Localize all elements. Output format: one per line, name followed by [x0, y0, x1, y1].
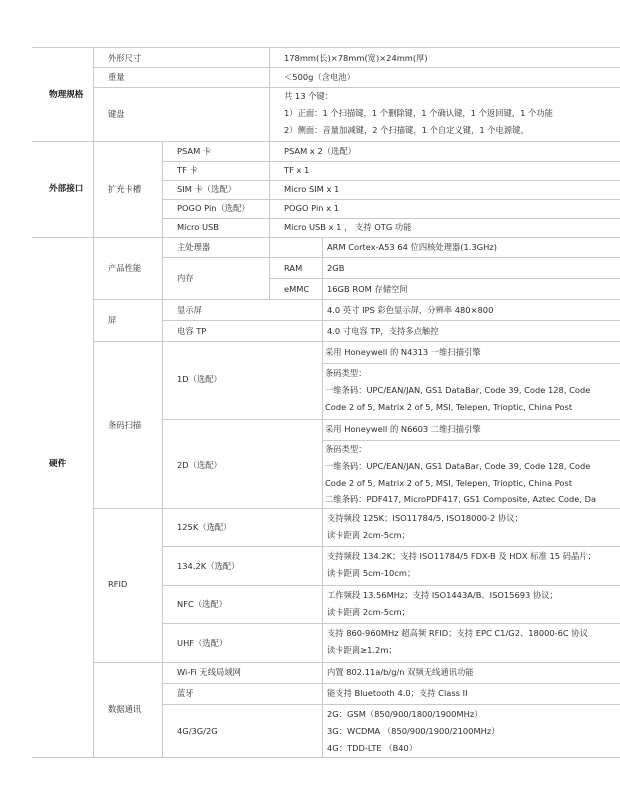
barcode-2d-line: Code 2 of 5, Matrix 2 of 5, MSI, Telepen, Trioptic, China Post: [325, 478, 573, 488]
cpu-value: ARM Cortex-A53 64 位四核处理器(1.3GHz): [327, 242, 497, 252]
emmc-label: eMMC: [284, 284, 310, 294]
ram-value: 2GB: [327, 263, 345, 273]
section-physical: 物理规格: [49, 90, 84, 100]
rfid-name: 125K（选配）: [177, 522, 232, 532]
screen-label: 屏: [108, 315, 117, 325]
keyboard-line: 1）正面：1 个扫描键，1 个删除键，1 个确认键，1 个返回键，1 个功能: [284, 108, 553, 118]
rfid-name: 134.2K（选配）: [177, 561, 240, 571]
rfid-line: 工作频段 13.56MHz；支持 ISO1443A/B、ISO15693 协议；: [327, 590, 558, 600]
display-label: 显示屏: [177, 305, 202, 315]
rfid-line: 支持 860-960MHz 超高频 RFID；支持 EPC C1/G2、18000-6C 协议: [327, 628, 588, 638]
touch-value: 4.0 寸电容 TP，支持多点触控: [327, 326, 439, 336]
cell-line: 2G：GSM（850/900/1800/1900MHz）: [327, 709, 483, 719]
rfid-name: UHF（选配）: [177, 638, 228, 648]
comm-label: 数据通讯: [108, 704, 142, 714]
barcode-2d-line: 条码类型：: [325, 444, 367, 454]
ram-label: RAM: [284, 263, 303, 273]
keyboard-line: 2）侧面：音量加减键，2 个扫描键，1 个自定义键，1 个电源键。: [284, 125, 529, 135]
slot-label: 扩充卡槽: [108, 184, 142, 194]
barcode-2d-label: 2D（选配）: [177, 460, 222, 470]
barcode-1d-line: Code 2 of 5, Matrix 2 of 5, MSI, Telepen, Trioptic, China Post: [325, 402, 573, 412]
interface-value: TF x 1: [284, 165, 310, 175]
bt-label: 蓝牙: [177, 688, 194, 698]
interface-value: PSAM x 2（选配）: [284, 146, 356, 156]
cell-line: 4G：TDD-LTE （B40）: [327, 743, 418, 753]
display-value: 4.0 英寸 IPS 彩色显示屏，分辨率 480×800: [327, 305, 494, 315]
barcode-1d-line: 一维条码：UPC/EAN/JAN, GS1 DataBar, Code 39, Code 128, Code: [325, 385, 591, 395]
rfid-line: 读卡距离 5cm-10cm；: [327, 568, 416, 578]
barcode-2d-line: 一维条码：UPC/EAN/JAN, GS1 DataBar, Code 39, Code 128, Code: [325, 461, 591, 471]
cell-label: 4G/3G/2G: [177, 726, 218, 736]
cpu-label: 主处理器: [177, 242, 211, 252]
memory-label: 内存: [177, 273, 194, 283]
wifi-label: Wi-Fi 无线局域网: [177, 667, 241, 677]
barcode-1d-engine: 采用 Honeywell 的 N4313 一维扫描引擎: [325, 347, 481, 357]
barcode-2d-line: 二维条码：PDF417, MicroPDF417, GS1 Composite, Aztec Code, Da: [325, 494, 597, 504]
keyboard-label: 键盘: [108, 109, 125, 119]
keyboard-line: 共 13 个键：: [284, 91, 334, 101]
emmc-value: 16GB ROM 存储空间: [327, 284, 408, 294]
performance-label: 产品性能: [108, 263, 142, 273]
section-hardware: 硬件: [49, 459, 67, 469]
barcode-label: 条码扫描: [108, 420, 142, 430]
interface-value: Micro SIM x 1: [284, 184, 340, 194]
rfid-name: NFC（选配）: [177, 599, 227, 609]
cell-line: 3G：WCDMA （850/900/1900/2100MHz）: [327, 726, 500, 736]
interface-name: SIM 卡（选配）: [177, 184, 236, 194]
rfid-line: 支持频段 134.2K；支持 ISO11784/5 FDX-B 及 HDX 标准 15 码晶片；: [327, 551, 596, 561]
interface-name: TF 卡: [177, 165, 198, 175]
wifi-value: 内置 802.11a/b/g/n 双频无线通讯功能: [327, 667, 474, 677]
interface-name: Micro USB: [177, 222, 219, 232]
interface-name: PSAM 卡: [177, 146, 212, 156]
rfid-label: RFID: [108, 579, 128, 589]
weight-value: ＜500g（含电池）: [284, 72, 355, 82]
interface-value: POGO Pin x 1: [284, 203, 339, 213]
rfid-line: 读卡距离 2cm-5cm；: [327, 530, 410, 540]
rfid-line: 读卡距离≥1.2m；: [327, 645, 397, 655]
size-value: 178mm(长)×78mm(宽)×24mm(厚): [284, 53, 428, 63]
section-interfaces: 外部接口: [49, 184, 84, 194]
interface-value: Micro USB x 1 ， 支持 OTG 功能: [284, 222, 412, 232]
rfid-line: 读卡距离 2cm-5cm；: [327, 607, 410, 617]
size-label: 外形尺寸: [108, 53, 142, 63]
touch-label: 电容 TP: [177, 326, 207, 336]
rfid-line: 支持频段 125K；ISO11784/5, ISO18000-2 协议；: [327, 513, 523, 523]
barcode-1d-line: 条码类型：: [325, 368, 367, 378]
barcode-2d-engine: 采用 Honeywell 的 N6603 二维扫描引擎: [325, 424, 481, 434]
interface-name: POGO Pin（选配）: [177, 203, 250, 213]
bt-value: 能支持 Bluetooth 4.0；支持 Class II: [327, 688, 468, 698]
weight-label: 重量: [108, 72, 125, 82]
barcode-1d-label: 1D（选配）: [177, 374, 222, 384]
